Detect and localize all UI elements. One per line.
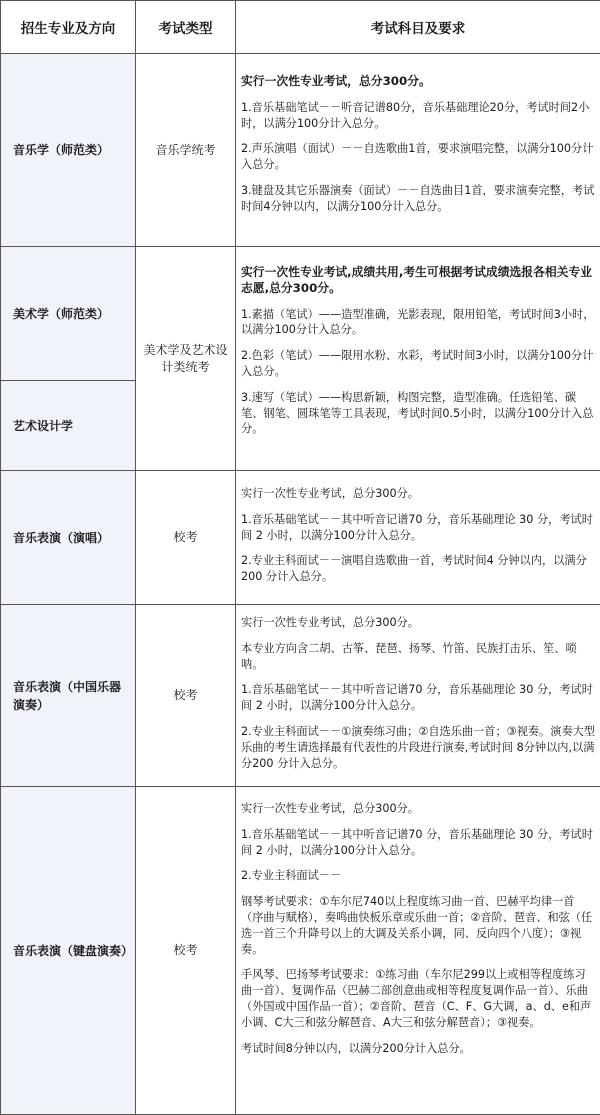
table-row bbox=[1, 471, 600, 605]
header-exam-type: 考试类型 bbox=[136, 1, 236, 54]
table-row bbox=[1, 605, 600, 787]
req-line: 实行一次性专业考试，总分300分。 bbox=[241, 615, 595, 631]
req-line: 3.速写（笔试）——构思新颖，构图完整，造型准确。任选铅笔、碳笔、钢笔、圆珠笔等工具表现，考试时间0.5小时，以满分100分计入总分。 bbox=[241, 390, 595, 437]
requirements-cell bbox=[236, 471, 600, 605]
major-cell: 美术学（师范类） bbox=[1, 247, 136, 381]
req-line: 1.素描（笔试）——造型准确，光影表现，限用铅笔，考试时间3小时，以满分100分计入总分。 bbox=[241, 307, 595, 339]
exam-type-cell: 校考 bbox=[136, 605, 236, 787]
major-cell: 艺术设计学 bbox=[1, 381, 136, 471]
req-line: 实行一次性专业考试，总分300分。 bbox=[241, 486, 595, 502]
major-cell: 音乐表演（键盘演奏） bbox=[1, 787, 136, 1115]
req-line: 1.音乐基础笔试－－其中听音记谱70 分，音乐基础理论 30 分，考试时间 2 小时，以满分100分计入总分。 bbox=[241, 682, 595, 714]
req-line: 本专业方向含二胡、古筝、琵琶、扬琴、竹笛、民族打击乐、笙、唢呐。 bbox=[241, 641, 595, 673]
req-line: 2.色彩（笔试）——限用水粉、水彩，考试时间3小时，以满分100分计入总分。 bbox=[241, 348, 595, 380]
exam-type-cell: 音乐学统考 bbox=[136, 54, 236, 247]
req-line: 考试时间8分钟以内，以满分200分计入总分。 bbox=[241, 1041, 595, 1057]
requirements-cell bbox=[236, 54, 600, 247]
major-cell: 音乐表演（演唱） bbox=[1, 471, 136, 605]
table-row bbox=[1, 54, 600, 247]
req-line: 2.声乐演唱（面试）－－自选歌曲1首，要求演唱完整，以满分100分计入总分。 bbox=[241, 141, 595, 173]
requirements-cell bbox=[236, 247, 600, 471]
header-row bbox=[1, 1, 600, 54]
req-line: 2.专业主科面试－－演唱自选歌曲一首，考试时间4 分钟以内，以满分 200 分计入总分。 bbox=[241, 553, 595, 585]
req-line: 2.专业主科面试－－ bbox=[241, 868, 595, 884]
table-row bbox=[1, 787, 600, 1115]
req-line: 手风琴、巴扬琴考试要求：①练习曲（车尔尼299以上或相等程度练习曲一首）、复调作品（巴赫二部创意曲或相等程度复调作品一首）、乐曲（外国或中国作品一首）；②音阶、琶音（C、F、G大调，a、d、e和声小调、C大三和弦分解琶音、A大三和弦分解琶音）；③视奏。 bbox=[241, 967, 595, 1030]
requirements-cell bbox=[236, 605, 600, 787]
req-line: 1.音乐基础笔试－－听音记谱80分，音乐基础理论20分，考试时间2小时，以满分100分计入总分。 bbox=[241, 100, 595, 132]
req-line: 实行一次性专业考试，总分300分。 bbox=[241, 801, 595, 817]
requirements-cell bbox=[236, 787, 600, 1115]
exam-type-cell: 美术学及艺术设计类统考 bbox=[136, 247, 236, 471]
table-row bbox=[1, 247, 600, 381]
req-line: 钢琴考试要求：①车尔尼740以上程度练习曲一首、巴赫平均律一首（序曲与赋格），奏鸣曲快板乐章或乐曲一首；②音阶、琶音、和弦（任选一首三个升降号以上的大调及关系小调，同、反向四个八度）；③视奏。 bbox=[241, 894, 595, 957]
req-line: 1.音乐基础笔试－－其中听音记谱70 分，音乐基础理论 30 分，考试时间 2 小时，以满分100分计入总分。 bbox=[241, 512, 595, 544]
major-cell: 音乐学（师范类） bbox=[1, 54, 136, 247]
header-major: 招生专业及方向 bbox=[1, 1, 136, 54]
req-line: 2.专业主科面试－－①演奏练习曲；②自选乐曲一首；③视奏。演奏大型乐曲的考生请选择最有代表性的片段进行演奏,考试时间 8分钟以内,以满分200 分计入总分。 bbox=[241, 724, 595, 771]
exam-type-cell: 校考 bbox=[136, 787, 236, 1115]
major-cell: 音乐表演（中国乐器演奏） bbox=[1, 605, 136, 787]
exam-type-cell: 校考 bbox=[136, 471, 236, 605]
req-line: 实行一次性专业考试,成绩共用,考生可根据考试成绩选报各相关专业志愿,总分300分。 bbox=[241, 265, 595, 297]
req-line: 实行一次性专业考试，总分300分。 bbox=[241, 74, 595, 90]
req-line: 1.音乐基础笔试－－其中听音记谱70 分，音乐基础理论 30 分，考试时间 2 小时，以满分100分计入总分。 bbox=[241, 827, 595, 859]
req-line: 3.键盘及其它乐器演奏（面试）－－自选曲目1首，要求演奏完整，考试时间4分钟以内，以满分100分计入总分。 bbox=[241, 183, 595, 215]
header-requirements: 考试科目及要求 bbox=[236, 1, 600, 54]
